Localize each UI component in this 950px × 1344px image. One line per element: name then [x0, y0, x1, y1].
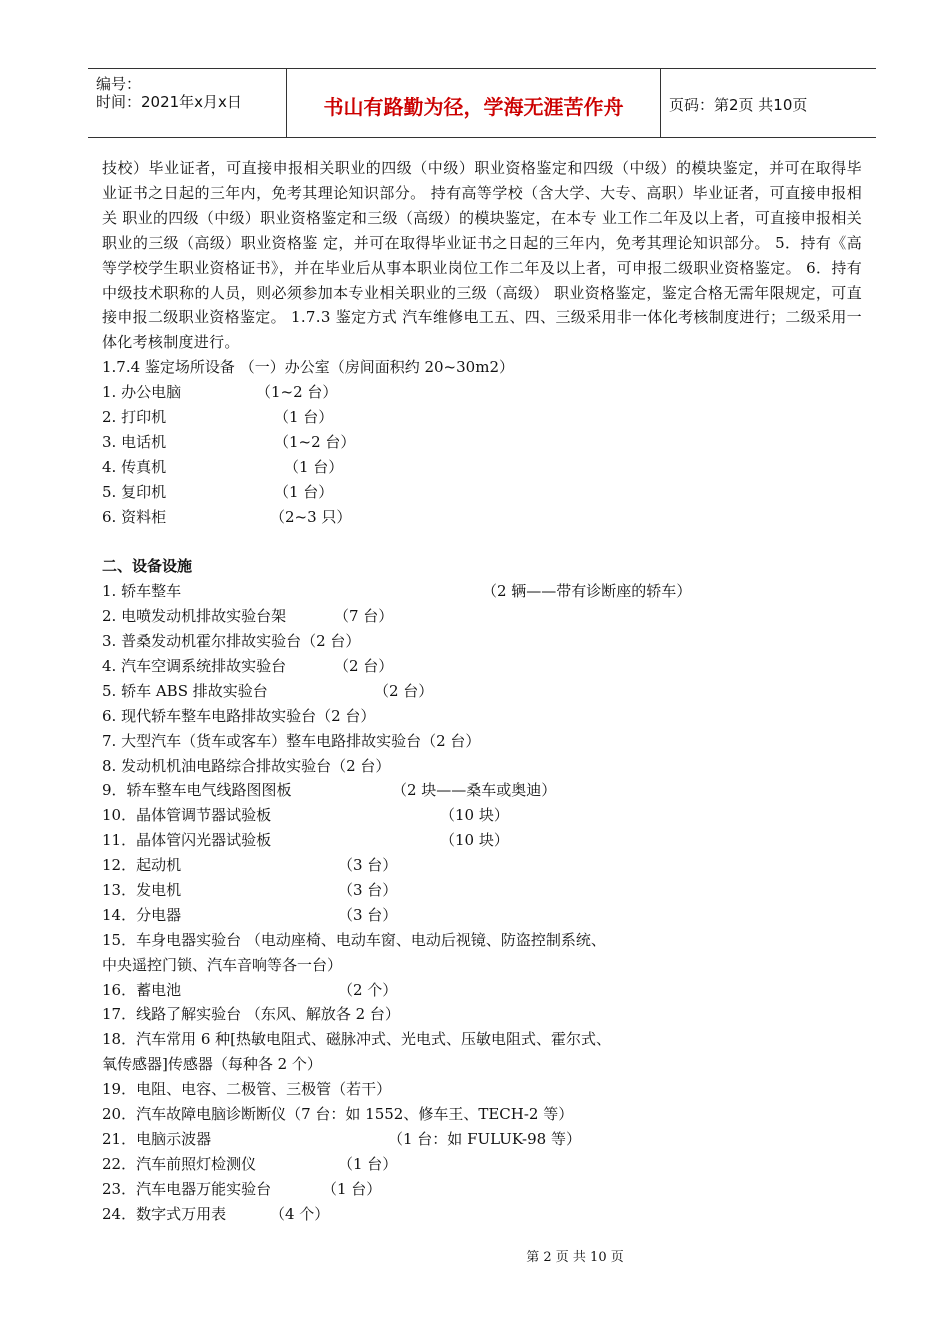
item-quantity: （3 台）	[338, 880, 398, 899]
item-quantity: （2 块——桑车或奥迪）	[392, 781, 557, 800]
item-quantity: （2 台）	[334, 656, 394, 675]
list-item	[102, 1102, 862, 1127]
item-name: 10．晶体管调节器试验板	[102, 806, 272, 825]
item-name: 4. 汽车空调系统排故实验台	[102, 656, 287, 675]
item-name: 3. 普桑发动机霍尔排故实验台（2 台）	[102, 632, 361, 651]
item-name: 1. 轿车整车	[102, 582, 182, 601]
item-name: 6. 现代轿车整车电路排故实验台（2 台）	[102, 706, 376, 725]
list-item	[102, 953, 862, 978]
item-quantity: （3 台）	[338, 905, 398, 924]
item-name: 5. 轿车 ABS 排故实验台	[102, 681, 268, 700]
item-quantity: （1 台）	[322, 1179, 382, 1198]
list-item	[102, 903, 862, 928]
footer-page-number: 第 2 页 共 10 页	[526, 1250, 624, 1265]
item-quantity: （4 个）	[270, 1204, 330, 1223]
page-footer	[0, 1246, 950, 1265]
item-name: 14．分电器	[102, 905, 182, 924]
item-name: 15．车身电器实验台 （电动座椅、电动车窗、电动后视镜、防盗控制系统、	[102, 930, 606, 949]
list-item	[102, 1177, 862, 1202]
item-quantity: （1 台）	[338, 1154, 398, 1173]
list-item	[102, 405, 862, 430]
item-name: 中央遥控门锁、汽车音响等各一台）	[102, 955, 343, 974]
item-quantity: （1~2 台）	[256, 383, 338, 402]
item-quantity: （2 台）	[374, 681, 434, 700]
item-name: 13．发电机	[102, 880, 182, 899]
list-item	[102, 579, 862, 604]
list-item	[102, 430, 862, 455]
item-quantity: （10 块）	[440, 806, 509, 825]
list-item	[102, 754, 862, 779]
list-item	[102, 455, 862, 480]
header-info-cell	[88, 69, 287, 137]
item-quantity: （2~3 只）	[270, 507, 352, 526]
header-page-number: 页码：第2页 共10页	[669, 96, 808, 114]
list-item	[102, 1052, 862, 1077]
item-quantity: （1 台）	[274, 482, 334, 501]
item-name: 23．汽车电器万能实验台	[102, 1179, 272, 1198]
item-name: 8. 发动机机油电路综合排故实验台（2 台）	[102, 756, 391, 775]
item-name: 12．起动机	[102, 856, 182, 875]
list-item	[102, 803, 862, 828]
list-item	[102, 604, 862, 629]
list-item	[102, 1202, 862, 1227]
item-name: 1. 办公电脑	[102, 383, 182, 402]
item-name: 24．数字式万用表	[102, 1204, 227, 1223]
item-name: 22．汽车前照灯检测仪	[102, 1154, 257, 1173]
list-item	[102, 928, 862, 953]
document-body	[102, 156, 862, 1226]
item-quantity: （1 台）	[284, 457, 344, 476]
list-item	[102, 978, 862, 1003]
facility-equipment-list	[102, 579, 862, 1226]
section-title	[102, 554, 862, 579]
item-name: 16．蓄电池	[102, 980, 182, 999]
list-item	[102, 1127, 862, 1152]
list-item	[102, 1077, 862, 1102]
item-quantity: （1 台：如 FULUK-98 等）	[388, 1129, 581, 1148]
header-motto-cell	[287, 69, 661, 137]
item-name: 9．轿车整车电气线路图图板	[102, 781, 292, 800]
list-item	[102, 380, 862, 405]
list-item	[102, 505, 862, 530]
item-quantity: （3 台）	[338, 856, 398, 875]
item-name: 2. 打印机	[102, 408, 167, 427]
venue-heading-text: 1.7.4 鉴定场所设备 （一）办公室（房间面积约 20~30m2）	[102, 358, 514, 377]
list-item	[102, 828, 862, 853]
document-time-label: 时间：2021年x月x日	[96, 93, 242, 111]
item-name: 氧传感器]传感器（每种各 2 个）	[102, 1055, 322, 1074]
section-title-text: 二、设备设施	[102, 557, 193, 576]
item-quantity: （2 个）	[338, 980, 398, 999]
list-item	[102, 654, 862, 679]
list-item	[102, 629, 862, 654]
item-name: 7. 大型汽车（货车或客车）整车电路排故实验台（2 台）	[102, 731, 481, 750]
intro-paragraph: 技校）毕业证者，可直接申报相关职业的四级（中级）职业资格鉴定和四级（中级）的模块鉴定，并可在取得毕业证书之日起的三年内，免考其理论知识部分。 持有高等学校（含大学、大专、高职）毕业证者，可直接申报相关 职业的四级（中级）职业资格鉴定和三级（高级）的模块鉴定，在本专 业工作二年及以上者，可直接申报相关职业的三级（高级）职业资格鉴 定，并可在取得毕业证书之日起的三年内，免考其理论知识部分。 5．持有《高等学校学生职业资格证书》，并在毕业后从事本职业岗位工作二年及以上者，可申报二级职业资格鉴定。 6．持有中级技术职称的人员，则必须参加本专业相关职业的三级（高级） 职业资格鉴定，鉴定合格无需年限规定，可直接申报二级职业资格鉴定。 1.7.3 鉴定方式 汽车维修电工五、四、三级采用非一体化考核制度进行；二级采用一体化考核制度进行。	[102, 159, 862, 352]
list-item	[102, 1027, 862, 1052]
item-quantity: （2 辆——带有诊断座的轿车）	[482, 582, 692, 601]
list-item	[102, 853, 862, 878]
item-name: 4. 传真机	[102, 457, 167, 476]
item-name: 20．汽车故障电脑诊断断仪（7 台：如 1552、修车王、TECH-2 等）	[102, 1104, 574, 1123]
item-name: 2. 电喷发动机排故实验台架	[102, 607, 287, 626]
list-item	[102, 729, 862, 754]
list-item	[102, 704, 862, 729]
header-page-cell	[661, 69, 876, 137]
list-item	[102, 1152, 862, 1177]
item-name: 17．线路了解实验台 （东风、解放各 2 台）	[102, 1005, 400, 1024]
spacer	[102, 529, 862, 554]
item-quantity: （7 台）	[334, 607, 394, 626]
item-quantity: （1~2 台）	[274, 432, 356, 451]
item-quantity: （1 台）	[274, 408, 334, 427]
item-name: 6. 资料柜	[102, 507, 167, 526]
item-name: 11．晶体管闪光器试验板	[102, 831, 272, 850]
header-motto: 书山有路勤为径，学海无涯苦作舟	[323, 95, 624, 119]
venue-heading	[102, 355, 862, 380]
item-quantity: （10 块）	[440, 831, 509, 850]
list-item	[102, 480, 862, 505]
document-number-label: 编号：	[96, 75, 142, 93]
list-item	[102, 878, 862, 903]
list-item	[102, 1002, 862, 1027]
item-name: 5. 复印机	[102, 482, 167, 501]
item-name: 21．电脑示波器	[102, 1129, 212, 1148]
page-header	[88, 68, 876, 138]
item-name: 18．汽车常用 6 种[热敏电阻式、磁脉冲式、光电式、压敏电阻式、霍尔式、	[102, 1030, 612, 1049]
list-item	[102, 778, 862, 803]
item-name: 3. 电话机	[102, 432, 167, 451]
list-item	[102, 679, 862, 704]
office-equipment-list	[102, 380, 862, 529]
item-name: 19．电阻、电容、二极管、三极管（若干）	[102, 1080, 392, 1099]
